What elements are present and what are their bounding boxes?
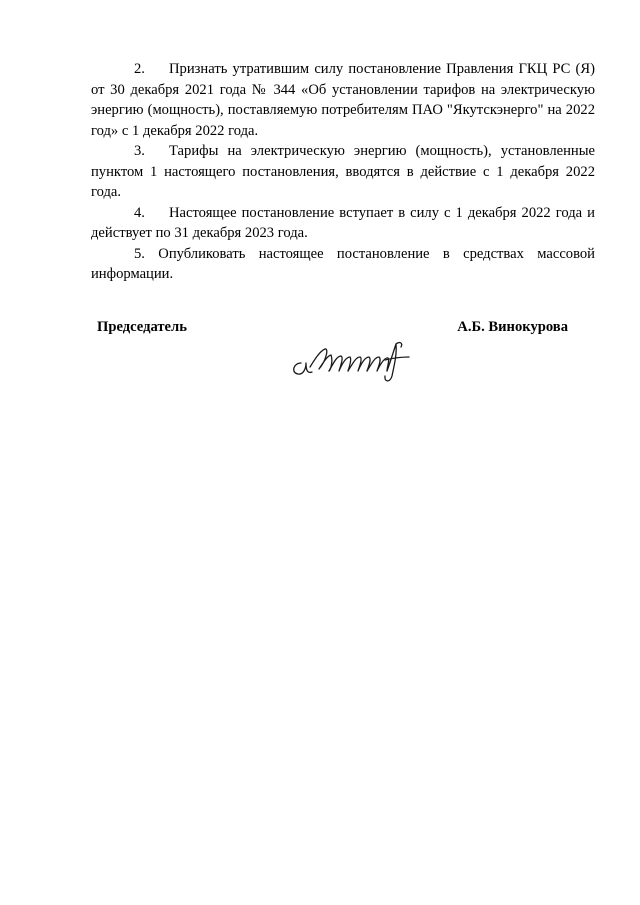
handwritten-signature (289, 329, 419, 384)
paragraph-text: Тарифы на электрическую энергию (мощность), установленные пунктом 1 настоящего постановления, вводятся в действие с 1 декабря 2022 года. (91, 143, 595, 200)
document-body (91, 59, 595, 285)
paragraph-number: 3. (134, 143, 145, 159)
paragraph-text: 5. Опубликовать настоящее постановление в средствах массовой информации. (91, 245, 595, 282)
paragraph-text: Настоящее постановление вступает в силу с 1 декабря 2022 года и действует по 31 декабря 2023 года. (91, 204, 595, 241)
paragraph-text: Признать утратившим силу постановление Правления ГКЦ РС (Я) от 30 декабря 2021 года № 344 «Об установлении тарифов на электрическую энергию (мощность), поставляемую потребителям ПАО "Якутскэнерго" на 2022 год» с 1 декабря 2022 года. (91, 61, 595, 139)
paragraph-3 (91, 141, 595, 203)
paragraph-4 (91, 203, 595, 244)
signature-block (97, 319, 572, 379)
paragraph-5 (91, 244, 595, 285)
paragraph-2 (91, 59, 595, 141)
signatory-title: Председатель (97, 319, 187, 335)
signatory-name: А.Б. Винокурова (457, 319, 568, 335)
paragraph-number: 2. (134, 61, 145, 77)
paragraph-number: 4. (134, 204, 145, 221)
